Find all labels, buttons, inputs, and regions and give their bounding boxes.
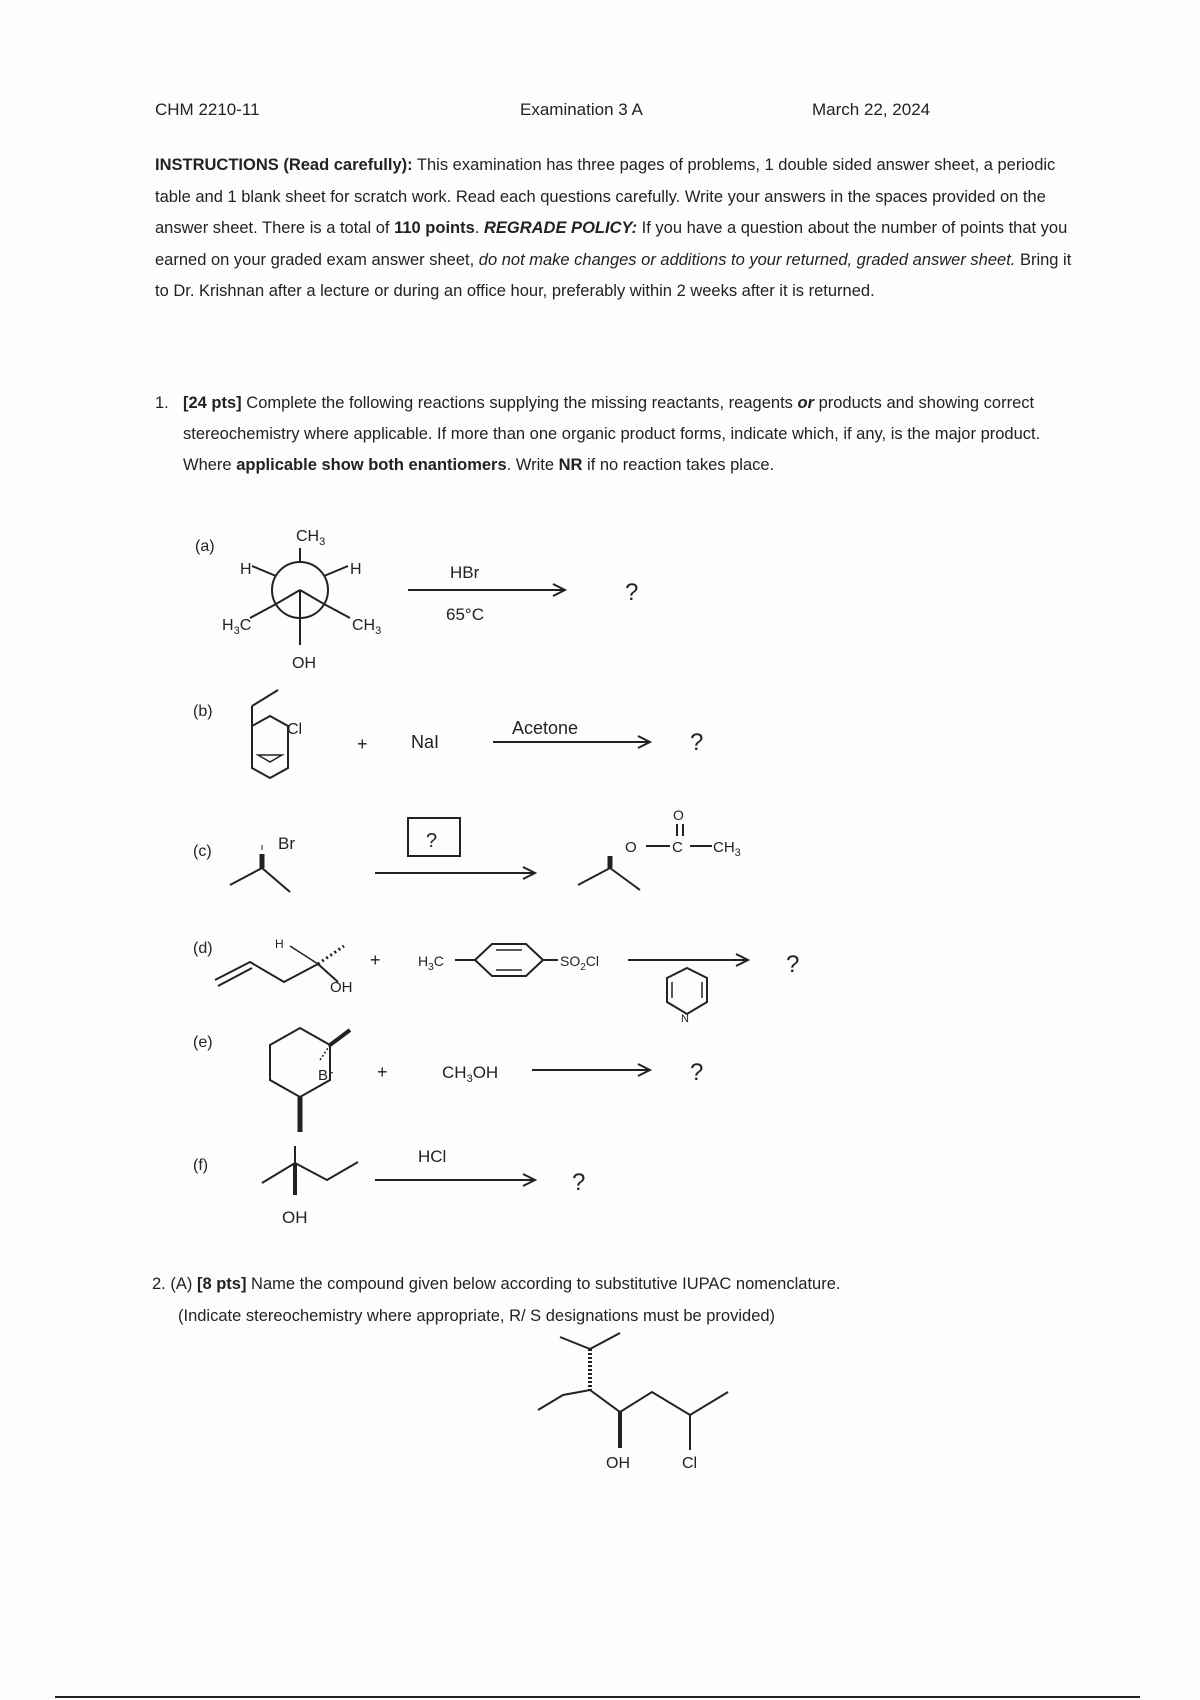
f-product: ? xyxy=(572,1169,586,1196)
a-reagent-top: HBr xyxy=(450,563,480,582)
q2-structure xyxy=(538,1333,728,1450)
e-ch3oh-sub: 3 xyxy=(466,1073,473,1085)
b-plus: + xyxy=(357,734,368,754)
q2-cl: Cl xyxy=(682,1455,698,1472)
svg-text:CH3 xyxy=(352,617,381,637)
q2-oh: OH xyxy=(606,1455,630,1472)
a-oh: OH xyxy=(292,655,316,672)
d-so2cl: SO xyxy=(560,953,581,969)
e-br: Br xyxy=(318,1067,333,1084)
a-reagent-bottom: 65°C xyxy=(446,605,484,624)
instructions-text: This examination has three pages of problems, 1 double sided answer sheet, a periodic table and 1 blank sheet for scratch work. Read each questions carefully. Write your answers in the spaces provided on the answer sheet. There is a total of xyxy=(155,156,1056,237)
question-1-number: 1. xyxy=(155,394,169,412)
d-product: ? xyxy=(786,951,800,978)
b-solvent: Acetone xyxy=(512,718,579,738)
regrade-text: If you have a question about the number of points that you earned on your graded exam answer sheet, xyxy=(155,219,1068,269)
a-ch3-right-sub: 3 xyxy=(375,625,382,637)
c-carbonyl-o: O xyxy=(673,807,684,823)
a-h-left: H xyxy=(240,561,252,578)
question-2 xyxy=(152,1268,1052,1332)
c-ester-c: C xyxy=(672,839,683,856)
part-d-label: (d) xyxy=(193,940,213,957)
d-pyridine-n: N xyxy=(681,1013,689,1025)
c-reagent: ? xyxy=(426,830,438,852)
exam-date: March 22, 2024 xyxy=(812,100,931,119)
tosyl-chloride-d xyxy=(455,944,558,976)
d-h: H xyxy=(275,937,284,951)
d-oh: OH xyxy=(330,979,353,996)
b-product: ? xyxy=(690,729,704,756)
a-h3c-end: C xyxy=(239,617,252,634)
svg-text:CH3 xyxy=(713,839,741,859)
f-oh: OH xyxy=(282,1208,308,1227)
c-ch3-sub: 3 xyxy=(734,847,741,859)
part-a-label: (a) xyxy=(195,538,215,555)
c-br: Br xyxy=(278,834,295,853)
instructions-label: INSTRUCTIONS (Read carefully): xyxy=(155,156,413,174)
newman-projection-a xyxy=(250,548,350,645)
question-1-points: [24 pts] xyxy=(183,394,242,412)
points-total: 110 points xyxy=(394,219,475,237)
regrade-text-end: Bring it to Dr. Krishnan after a lecture or during an office hour, preferably within 2 weeks after it is returned. xyxy=(155,250,1072,300)
f-reagent: HCl xyxy=(418,1147,447,1166)
c-ester-o: O xyxy=(625,839,637,856)
svg-text:SO2Cl xyxy=(560,953,599,973)
e-plus: + xyxy=(377,1062,388,1082)
question-2-number: 2. xyxy=(152,1275,166,1293)
q1-text-3: . Write xyxy=(506,456,559,474)
question-2-part: (A) xyxy=(170,1275,193,1293)
a-h3c: H xyxy=(222,617,234,634)
part-c-label: (c) xyxy=(193,843,212,860)
svg-text:CH3 xyxy=(296,528,325,548)
question-2-points: [8 pts] xyxy=(196,1275,247,1293)
a-ch3-top-sub: 3 xyxy=(319,536,326,548)
q1-or: or xyxy=(797,394,814,412)
svg-text:H3C xyxy=(222,617,251,637)
d-so2cl-end: Cl xyxy=(585,953,600,969)
question-2-text: Name the compound given below according to substitutive IUPAC nomenclature. xyxy=(246,1275,841,1293)
d-h3c: H xyxy=(418,953,429,969)
a-h-right: H xyxy=(350,561,362,578)
e-ch3oh: CH xyxy=(442,1063,467,1082)
question-2-note: (Indicate stereochemistry where appropriate, R/ S designations must be provided) xyxy=(178,1307,776,1325)
benzyl-chloride-b xyxy=(252,690,288,778)
regrade-label: REGRADE POLICY: xyxy=(483,219,638,237)
b-reagent: NaI xyxy=(411,732,440,752)
d-so2cl-sub: 2 xyxy=(580,962,586,973)
d-plus: + xyxy=(370,950,381,970)
a-product: ? xyxy=(625,579,639,606)
instructions-period: . xyxy=(474,219,480,237)
q1-text-4: if no reaction takes place. xyxy=(582,456,775,474)
part-b-label: (b) xyxy=(193,703,213,720)
bromocyclohexane-e xyxy=(270,1028,350,1132)
d-h3c-sub: 3 xyxy=(428,962,434,973)
q1-text-1: Complete the following reactions supplying the missing reactants, reagents xyxy=(241,394,798,412)
q1-enantiomers: applicable show both enantiomers xyxy=(236,456,507,474)
allylic-alcohol-d xyxy=(215,946,344,986)
d-h3c-end: C xyxy=(433,953,444,969)
part-e-label: (e) xyxy=(193,1034,213,1051)
pyridine-d xyxy=(667,968,707,1014)
ester-product-c xyxy=(578,824,712,890)
q1-text-2: products and showing correct stereochemistry where applicable. If more than one organic product forms, indicate which, if any, is the major product. Where xyxy=(183,394,1041,474)
svg-text:CH3OH xyxy=(442,1063,498,1085)
course-code: CHM 2210-11 xyxy=(155,100,260,119)
regrade-italic: do not make changes or additions to your returned, graded answer sheet. xyxy=(478,250,1016,269)
svg-text:H3C xyxy=(418,953,444,973)
q1-nr: NR xyxy=(558,456,583,474)
alcohol-f xyxy=(262,1146,358,1195)
a-ch3-top: CH xyxy=(296,528,320,545)
part-f-label: (f) xyxy=(193,1157,209,1174)
e-product: ? xyxy=(690,1059,704,1086)
a-ch3-right: CH xyxy=(352,617,376,634)
e-ch3oh-end: OH xyxy=(472,1063,499,1082)
b-cl: Cl xyxy=(287,721,303,738)
c-ch3: CH xyxy=(713,839,735,856)
a-h3c-sub: 3 xyxy=(233,625,240,637)
exam-title: Examination 3 A xyxy=(520,100,643,119)
